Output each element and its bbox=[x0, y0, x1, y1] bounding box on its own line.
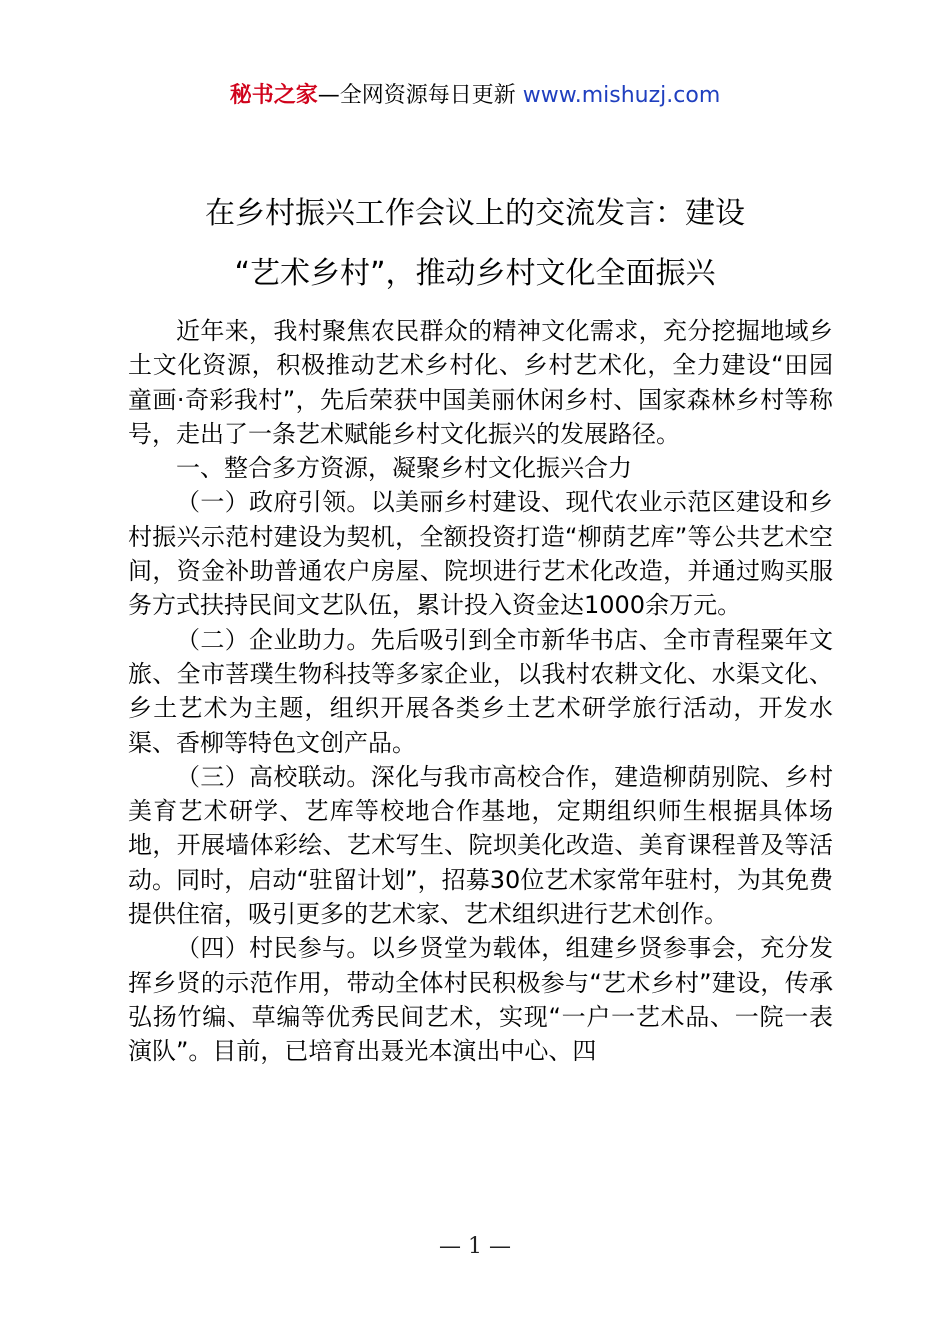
body-paragraph: （四）村民参与。以乡贤堂为载体，组建乡贤参事会，充分发挥乡贤的示范作用，带动全体村民积极参与“艺术乡村”建设，传承弘扬竹编、草编等优秀民间艺术，实现“一户一艺术品、一院一表演队”。目前，已培育出聂光本演出中心、四 bbox=[128, 934, 833, 1066]
body-paragraph: （一）政府引领。以美丽乡村建设、现代农业示范区建设和乡村振兴示范村建设为契机，全额投资打造“柳荫艺库”等公共艺术空间，资金补助普通农户房屋、院坝进行艺术化改造，并通过购买服务方式扶持民间文艺队伍，累计投入资金达1000余万元。 bbox=[128, 488, 833, 620]
title-line-2: “艺术乡村”，推动乡村文化全面振兴 bbox=[234, 256, 716, 291]
title-line-1: 在乡村振兴工作会议上的交流发言：建设 bbox=[205, 196, 745, 231]
section-heading: 一、整合多方资源，凝聚乡村文化振兴合力 bbox=[176, 454, 632, 483]
document-body bbox=[128, 314, 833, 1069]
page-number: — 1 — bbox=[439, 1234, 511, 1259]
document-title bbox=[125, 184, 825, 304]
body-paragraph: （二）企业助力。先后吸引到全市新华书店、全市青程粟年文旅、全市菩璞生物科技等多家企业，以我村农耕文化、水渠文化、乡土艺术为主题，组织开展各类乡土艺术研学旅行活动，开发水渠、香柳等特色文创产品。 bbox=[128, 625, 833, 757]
brand-name: 秘书之家 bbox=[229, 83, 318, 108]
site-header-banner bbox=[0, 80, 950, 112]
intro-paragraph: 近年来，我村聚焦农民群众的精神文化需求，充分挖掘地域乡土文化资源，积极推动艺术乡村化、乡村艺术化，全力建设“田园童画·奇彩我村”，先后荣获中国美丽休闲乡村、国家森林乡村等称号，走出了一条艺术赋能乡村文化振兴的发展路径。 bbox=[128, 317, 833, 448]
body-paragraph: （三）高校联动。深化与我市高校合作，建造柳荫别院、乡村美育艺术研学、艺库等校地合作基地，定期组织师生根据具体场地，开展墙体彩绘、艺术写生、院坝美化改造、美育课程普及等活动。同时，启动“驻留计划”，招募30位艺术家常年驻村，为其免费提供住宿，吸引更多的艺术家、艺术组织进行艺术创作。 bbox=[128, 762, 833, 929]
site-tagline: —全网资源每日更新 bbox=[317, 83, 516, 108]
site-url-link[interactable]: www.mishuzj.com bbox=[522, 83, 721, 108]
